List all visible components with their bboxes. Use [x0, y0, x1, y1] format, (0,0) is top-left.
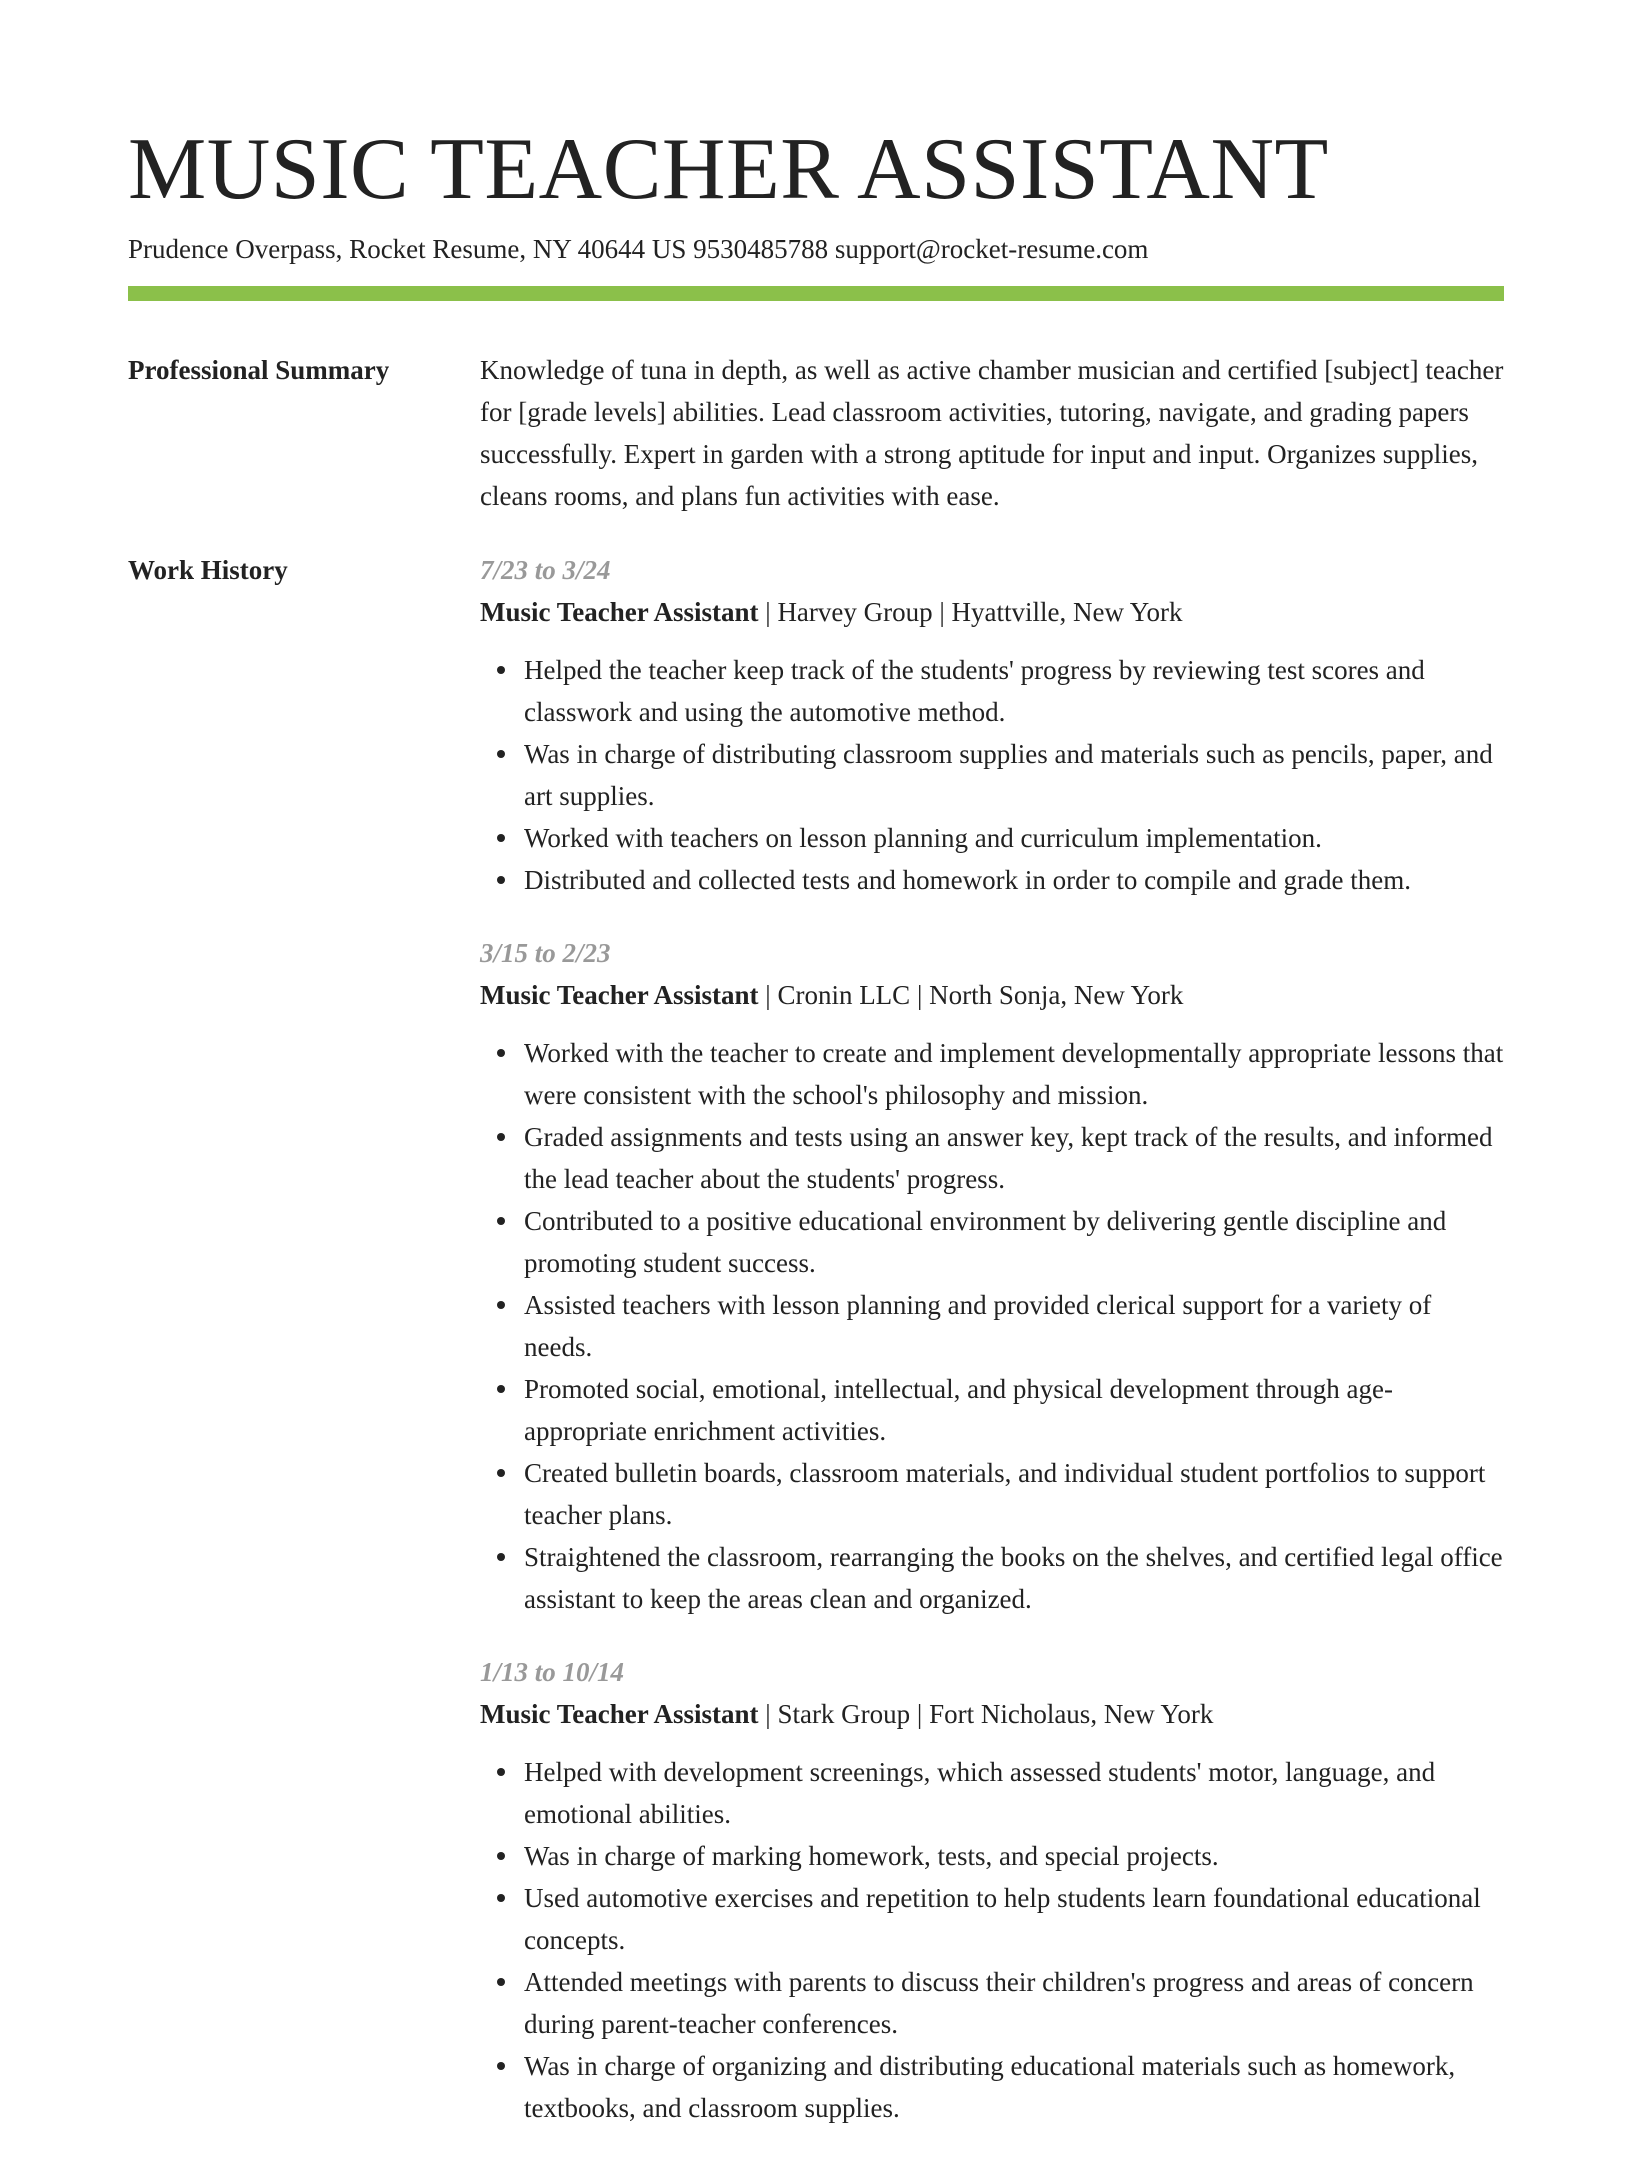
- summary-text: Knowledge of tuna in depth, as well as active chamber musician and certified [subject] teacher for [grade levels] abilities. Lead classroom activities, tutoring, navigate, and grading papers successfully. Expert in garden with a strong aptitude for input and input. Organizes supplies, cleans rooms, and plans fun activities with ease.: [480, 355, 1504, 511]
- job-bullet: Worked with the teacher to create and implement developmentally appropriate lessons that were consistent with the school's philosophy and mission.: [480, 1032, 1504, 1116]
- separator: |: [758, 597, 778, 627]
- job-bullet: Contributed to a positive educational environment by delivering gentle discipline and promoting student success.: [480, 1200, 1504, 1284]
- job-entry: [480, 932, 1504, 1620]
- separator: |: [910, 1699, 930, 1729]
- job-company: Harvey Group: [777, 597, 933, 627]
- contact-line: Prudence Overpass, Rocket Resume, NY 40644 US 9530485788 support@rocket-resume.com: [128, 234, 1149, 264]
- job-dates: 3/15 to 2/23: [480, 938, 611, 968]
- job-title-line: [480, 974, 1504, 1016]
- accent-divider: [128, 286, 1504, 301]
- job-bullet: Created bulletin boards, classroom materials, and individual student portfolios to support teacher plans.: [480, 1452, 1504, 1536]
- separator: |: [758, 1699, 778, 1729]
- section-label-work-history: Work History: [128, 555, 288, 585]
- job-bullet: Attended meetings with parents to discuss their children's progress and areas of concern during parent-teacher conferences.: [480, 1961, 1504, 2045]
- job-location: Fort Nicholaus, New York: [929, 1699, 1214, 1729]
- resume-title: MUSIC TEACHER ASSISTANT: [128, 121, 1329, 218]
- work-history-body: [480, 549, 1504, 2160]
- job-location: North Sonja, New York: [929, 980, 1184, 1010]
- job-company: Stark Group: [777, 1699, 911, 1729]
- job-bullet: Helped the teacher keep track of the students' progress by reviewing test scores and classwork and using the automotive method.: [480, 649, 1504, 733]
- separator: |: [932, 597, 952, 627]
- job-title: Music Teacher Assistant: [480, 980, 759, 1010]
- job-bullet: Was in charge of marking homework, tests, and special projects.: [480, 1835, 1504, 1877]
- job-bullet: Used automotive exercises and repetition to help students learn foundational educational concepts.: [480, 1877, 1504, 1961]
- job-bullet: Was in charge of distributing classroom supplies and materials such as pencils, paper, and art supplies.: [480, 733, 1504, 817]
- job-entry: [480, 549, 1504, 901]
- separator: |: [910, 980, 930, 1010]
- section-label-professional-summary: Professional Summary: [128, 355, 390, 385]
- job-bullet: Promoted social, emotional, intellectual, and physical development through age-appropriate enrichment activities.: [480, 1368, 1504, 1452]
- job-company: Cronin LLC: [777, 980, 911, 1010]
- job-title: Music Teacher Assistant: [480, 597, 759, 627]
- job-bullet: Straightened the classroom, rearranging the books on the shelves, and certified legal office assistant to keep the areas clean and organized.: [480, 1536, 1504, 1620]
- job-bullet: Worked with teachers on lesson planning and curriculum implementation.: [480, 817, 1504, 859]
- job-location: Hyattville, New York: [951, 597, 1183, 627]
- job-bullet: Graded assignments and tests using an answer key, kept track of the results, and informed the lead teacher about the students' progress.: [480, 1116, 1504, 1200]
- job-title-line: [480, 591, 1504, 633]
- job-bullet-list: [480, 1751, 1504, 2129]
- job-bullet-list: [480, 649, 1504, 901]
- job-bullet: Distributed and collected tests and homework in order to compile and grade them.: [480, 859, 1504, 901]
- separator: |: [758, 980, 778, 1010]
- job-dates: 1/13 to 10/14: [480, 1657, 625, 1687]
- job-dates: 7/23 to 3/24: [480, 555, 611, 585]
- job-title: Music Teacher Assistant: [480, 1699, 759, 1729]
- job-entry: [480, 1651, 1504, 2129]
- job-title-line: [480, 1693, 1504, 1735]
- job-bullet: Assisted teachers with lesson planning and provided clerical support for a variety of needs.: [480, 1284, 1504, 1368]
- professional-summary-body: [480, 349, 1504, 517]
- job-bullet: Was in charge of organizing and distributing educational materials such as homework, textbooks, and classroom supplies.: [480, 2045, 1504, 2129]
- job-bullet-list: [480, 1032, 1504, 1620]
- job-bullet: Helped with development screenings, which assessed students' motor, language, and emotional abilities.: [480, 1751, 1504, 1835]
